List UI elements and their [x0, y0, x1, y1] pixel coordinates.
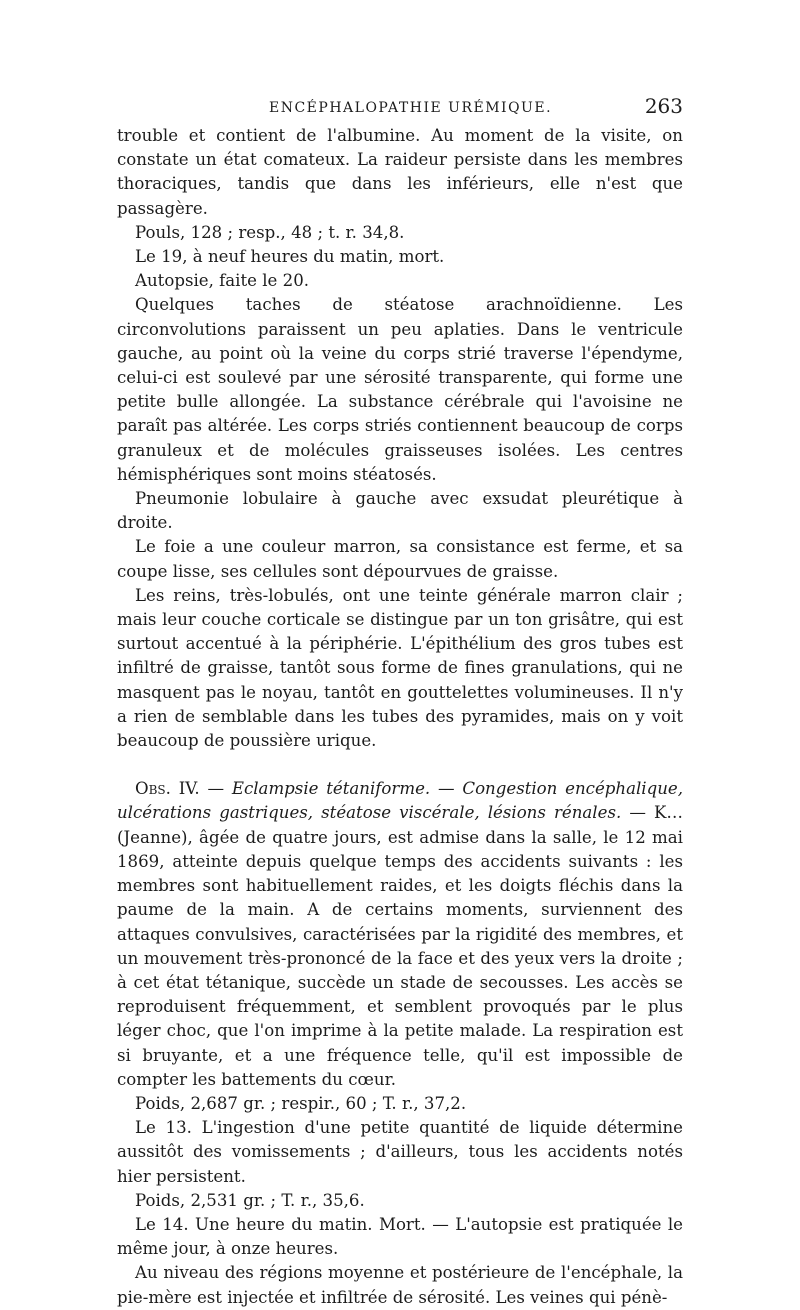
- paragraph-brain: Quelques taches de stéatose arachnoïdienne. Les circonvolutions paraissent un peu aplaties. Dans le ventricule gauche, au point où la veine du corps strié traverse l'épendyme, celui-ci est soulevé par une sérosité transparente, qui forme une petite bulle allongée. La substance cérébrale qui l'avoisine ne paraît pas altérée. Les corps striés contiennent beaucoup de corps granuleux et de molécules graisseuses isolées. Les centres hémisphériques sont moins stéatosés.: [117, 295, 683, 484]
- observation-paragraph: [117, 777, 683, 1092]
- paragraph-day-14: Le 14. Une heure du matin. Mort. — L'autopsie est pratiquée le même jour, à onze heures.: [117, 1214, 683, 1259]
- observation-text: — K… (Jeanne), âgée de quatre jours, est admise dans la salle, le 12 mai 1869, atteinte depuis quelque temps des accidents suivants : les membres sont habituellement raides, et les doigts fléchis dans la paume de la main. A de certains moments, surviennent des attaques convulsives, caractérisées par la rigidité des membres, et un mouvement très-prononcé de la face et des yeux vers la droite ; à cet état tétanique, succède un stade de secousses. Les accès se reproduisent fréquemment, et semblent provoqués par le plus léger choc, que l'on imprime à la petite malade. La respiration est si bruyante, et a une fréquence telle, qu'il est impossible de compter les battements du cœur.: [117, 803, 683, 1089]
- paragraph-continued: trouble et contient de l'albumine. Au moment de la visite, on constate un état comateux. La raideur persiste dans les membres thoraciques, tandis que dans les inférieurs, elle n'est que passagère.: [117, 126, 683, 218]
- paragraph-death: Le 19, à neuf heures du matin, mort.: [135, 247, 445, 267]
- observation-dash: —: [199, 779, 232, 799]
- page-header: [117, 94, 683, 124]
- observation-label: Obs. IV.: [135, 779, 200, 799]
- paragraph-kidneys: Les reins, très-lobulés, ont une teinte générale marron clair ; mais leur couche corticale se distingue par un ton grisâtre, qui est surtout accentué à la périphérie. L'épithélium des gros tubes est infiltré de graisse, tantôt sous forme de fines granulations, qui ne masquent pas le noyau, tantôt en gouttelettes volumineuses. Il n'y a rien de semblable dans les tubes des pyramides, mais on y voit beaucoup de poussière urique.: [117, 585, 683, 751]
- paragraph-day-13: Le 13. L'ingestion d'une petite quantité de liquide détermine aussitôt des vomissements ; d'ailleurs, tous les accidents notés hier persistent.: [117, 1118, 683, 1186]
- paragraph-liver: Le foie a une couleur marron, sa consistance est ferme, et sa coupe lisse, ses cellules sont dépourvues de graisse.: [117, 537, 683, 581]
- paragraph-weight-1: Poids, 2,687 gr. ; respir., 60 ; T. r., 37,2.: [135, 1093, 467, 1113]
- paragraph-encephalon: Au niveau des régions moyenne et postérieure de l'encéphale, la pie-mère est injectée et infiltrée de sérosité. Les veines qui pénè-: [117, 1263, 683, 1307]
- paragraph-pulse: Pouls, 128 ; resp., 48 ; t. r. 34,8.: [135, 222, 405, 242]
- book-page: [117, 94, 683, 1310]
- paragraph-lung: Pneumonie lobulaire à gauche avec exsudat pleurétique à droite.: [117, 489, 683, 533]
- observation-title: Eclampsie tétaniforme. — Congestion encéphalique, ulcérations gastriques, stéatose viscérale, lésions rénales.: [117, 779, 683, 823]
- running-title: ENCÉPHALOPATHIE URÉMIQUE.: [269, 100, 553, 116]
- paragraph-weight-2: Poids, 2,531 gr. ; T. r., 35,6.: [135, 1190, 365, 1210]
- paragraph-autopsy-date: Autopsie, faite le 20.: [135, 271, 310, 291]
- page-number: 263: [644, 94, 683, 118]
- body-text: [117, 124, 683, 1310]
